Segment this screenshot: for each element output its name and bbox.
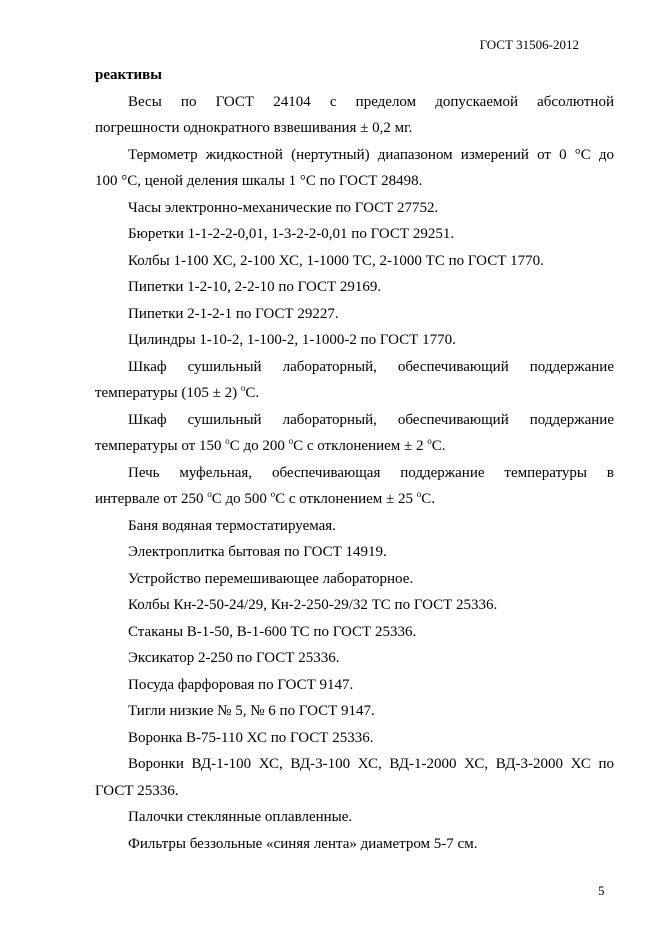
paragraph-clock: Часы электронно-механические по ГОСТ 27752. (128, 199, 439, 216)
paragraph-water-bath: Баня водяная термостатируемая. (128, 517, 336, 534)
text-span: С до 200 (229, 438, 289, 454)
paragraph-muffle-furnace-line2 (95, 486, 614, 513)
paragraph-pipettes-2: Пипетки 2-1-2-1 по ГОСТ 29227. (128, 305, 339, 322)
paragraph-glass-rods: Палочки стеклянные оплавленные. (128, 809, 353, 825)
paragraph-porcelain-ware: Посуда фарфоровая по ГОСТ 9147. (128, 676, 354, 693)
paragraph-drying-oven-1-line2 (95, 380, 614, 407)
paragraph-crucibles: Тигли низкие № 5, № 6 по ГОСТ 9147. (128, 703, 375, 719)
page-number: 5 (598, 883, 605, 898)
paragraph-ashless-filters: Фильтры беззольные «синяя лента» диаметром 5-7 см. (128, 835, 478, 852)
paragraph-thermometer-line1: Термометр жидкостной (нертутный) диапазоном измерений от 0 °С до (128, 146, 614, 163)
degree-sup: o (416, 489, 422, 499)
paragraph-conical-flasks: Колбы Кн-2-50-24/29, Кн-2-250-29/32 ТС по ГОСТ 25336. (128, 597, 498, 613)
paragraph-drying-oven-2-line1: Шкаф сушильный лабораторный, обеспечивающий поддержание (128, 411, 614, 428)
text-span: С. (431, 438, 446, 454)
text-span: С с отклонением ± 2 (293, 438, 428, 454)
paragraph-desiccator: Эксикатор 2-250 по ГОСТ 25336. (128, 650, 340, 666)
paragraph-stirrer: Устройство перемешивающее лабораторное. (128, 570, 414, 587)
text-span: температуры от 150 (95, 438, 226, 454)
text-span: С с отклонением ± 25 (275, 491, 417, 507)
degree-sup: o (270, 489, 276, 499)
paragraph-pipettes-1: Пипетки 1-2-10, 2-2-10 по ГОСТ 29169. (128, 279, 382, 295)
paragraph-reagents-fragment: реактивы (95, 67, 162, 83)
document-code-header: ГОСТ 31506-2012 (479, 37, 579, 52)
paragraph-scales-line1: Весы по ГОСТ 24104 с пределом допускаемой абсолютной (128, 93, 614, 110)
paragraph-funnel: Воронка В-75-110 ХС по ГОСТ 25336. (128, 729, 374, 746)
paragraph-thermometer-line2: 100 °С, ценой деления шкалы 1 °С по ГОСТ 28498. (95, 173, 423, 189)
paragraph-flasks: Колбы 1-100 ХС, 2-100 ХС, 1-1000 ТС, 2-1000 ТС по ГОСТ 1770. (128, 252, 544, 269)
degree-sup: o (288, 436, 294, 446)
paragraph-scales-line2: погрешности однократного взвешивания ± 0,2 мг. (95, 120, 413, 136)
paragraph-beakers: Стаканы В-1-50, В-1-600 ТС по ГОСТ 25336. (128, 623, 417, 640)
degree-sup: o (207, 489, 212, 499)
document-body (95, 62, 614, 857)
degree-sup: o (225, 436, 230, 446)
paragraph-drying-oven-2-line2 (95, 433, 614, 460)
text-span: С до 500 (211, 491, 271, 507)
paragraph-cylinders: Цилиндры 1-10-2, 1-100-2, 1-1000-2 по ГОСТ 1770. (128, 332, 456, 348)
text-span: С. (421, 491, 436, 507)
degree-sup: o (427, 436, 432, 446)
paragraph-hotplate: Электроплитка бытовая по ГОСТ 14919. (128, 544, 387, 560)
paragraph-separatory-funnels-line1: Воронки ВД-1-100 ХС, ВД-3-100 ХС, ВД-1-2000 ХС, ВД-3-2000 ХС по (128, 756, 614, 772)
text-span: С. (245, 385, 260, 401)
text-span: интервале от 250 (95, 491, 208, 507)
text-span: температуры (105 ± 2) (95, 385, 241, 401)
paragraph-burettes: Бюретки 1-1-2-2-0,01, 1-3-2-2-0,01 по ГОСТ 29251. (128, 226, 455, 242)
paragraph-muffle-furnace-line1: Печь муфельная, обеспечивающая поддержание температуры в (128, 464, 614, 481)
paragraph-separatory-funnels-line2: ГОСТ 25336. (95, 782, 179, 799)
degree-sup: o (240, 383, 246, 393)
paragraph-drying-oven-1-line1: Шкаф сушильный лабораторный, обеспечивающий поддержание (128, 358, 614, 375)
